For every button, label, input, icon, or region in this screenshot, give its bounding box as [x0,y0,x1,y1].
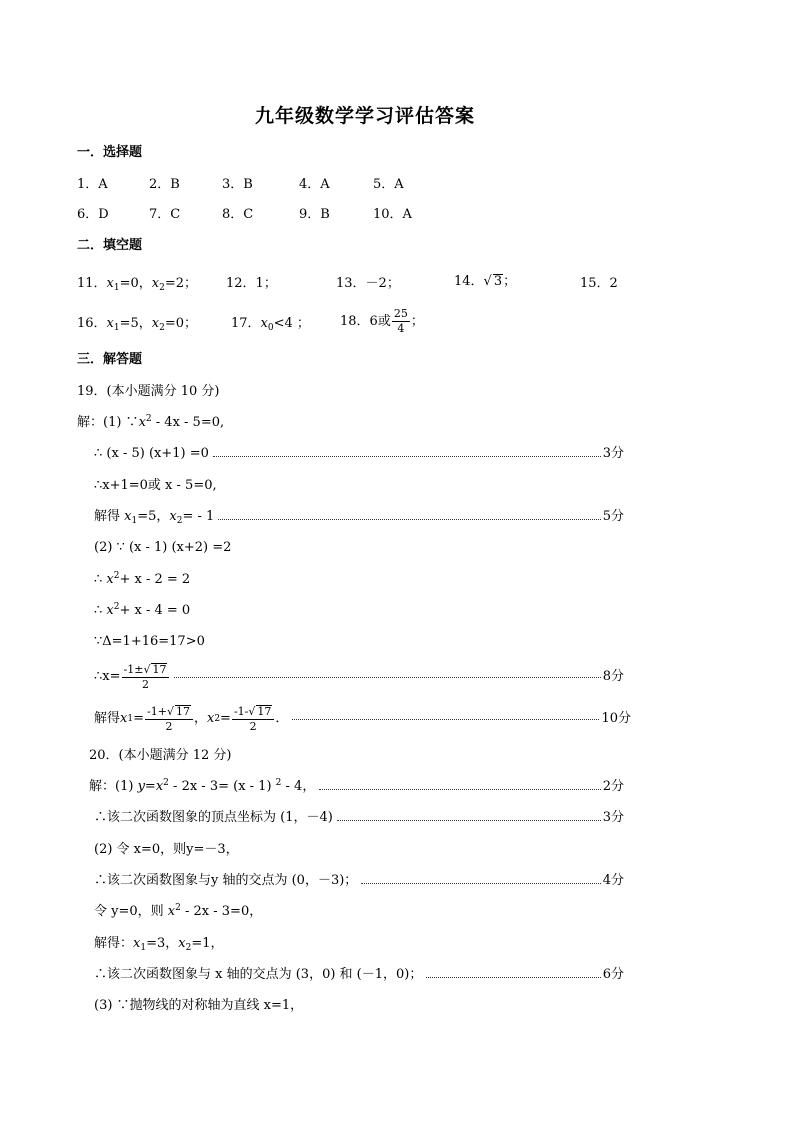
choice-answer: 9．B [299,207,330,222]
section-fill-heading: 二．填空题 [77,238,143,253]
fill-answer-16: 16．$x_1=5$，$x_2=0$； [77,316,198,333]
q20-line: 令 y=0，则 $x^2 - 2x - 3=0$， [94,903,263,919]
score-label: 3分 [602,810,624,825]
q20-line: 解得：$x_1=3$，$x_2=1$， [94,936,224,953]
score-label: 3分 [602,446,624,461]
fill-answer-12: 12．1； [226,276,277,291]
choice-answer: 10．A [373,207,412,222]
page-title: 九年级数学学习评估答案 [254,105,475,127]
choice-answer: 4．A [299,177,330,192]
q20-line: ∴该二次函数图象的顶点坐标为 (1，－4) 3分 [94,810,624,825]
score-label: 6分 [602,967,624,982]
score-label: 5分 [602,509,624,524]
q20-line: 解：(1) $y=x^2 - 2x - 3= (x - 1)$ $^2$ - 4， 2分 [89,778,624,794]
fill-answer-17: 17．$x_0<4$ ； [231,316,310,333]
q19-line: ∵Δ=1+16=17>0 [94,634,205,649]
q20-line: (3) ∵抛物线的对称轴为直线 x=1， [94,998,304,1013]
choice-answer: 8．C [222,207,254,222]
section-answer-heading: 三．解答题 [77,352,143,367]
q19-line: ∴x= $\frac{-1\pm√ 17}{2}$ 8分 [94,663,624,691]
q19-line: ∴ (x - 5) (x+1) =0 3分 [94,446,624,461]
choice-answer: 5．A [373,177,404,192]
choice-answer: 1．A [77,177,108,192]
fill-answer-13: 13．－2； [336,276,400,291]
q19-line: (2) ∵ (x - 1) (x+2) =2 [94,540,232,555]
q20-line: ∴该二次函数图象与 x 轴的交点为 (3，0) 和 (－1，0)； 6分 [94,967,624,982]
score-label: 8分 [602,669,624,685]
score-label: 10分 [601,711,631,727]
fill-answer-14: 14．√ 3； [454,274,517,289]
q20-line: (2) 令 x=0，则y=－3， [94,842,239,857]
score-label: 4分 [602,873,624,888]
choice-answer: 7．C [149,207,181,222]
fill-answer-15: 15．2 [580,276,618,291]
score-label: 2分 [602,779,624,794]
fill-answer-11: 11．$x_1=0$，$x_2=2$； [77,276,198,293]
q19-line: 解：(1) $\because x^2 - 4x - 5=0$, [77,414,225,430]
q19-line: ∴x+1=0或 x - 5=0, [94,478,217,493]
choice-answer: 2．B [149,177,180,192]
q19-header: 19．(本小题满分 10 分) [77,384,220,399]
q20-line: ∴该二次函数图象与y 轴的交点为 (0，－3)； 4分 [94,873,624,888]
q19-line: 解得 $x_1=5$，$x_2= - 1$ 5分 [94,509,624,526]
q19-line: ∴ $x^2+ x - 4 = 0$ [94,602,191,618]
fill-answer-18: 18．6或 $\frac{25}{4}$ ； [340,307,424,335]
q20-header: 20．(本小题满分 12 分) [89,748,232,763]
choice-answer: 3．B [222,177,253,192]
q19-line: ∴ $x^2+ x - 2 = 2$ [94,571,191,587]
choice-answer: 6．D [77,207,109,222]
q19-line: 解得 x 1 = $\frac{-1+√ 17}{2}$ ， x 2 = $\frac{-1-√ 17}{2}$ ． 10分 [94,705,631,733]
section-choice-heading: 一．选择题 [77,145,143,160]
